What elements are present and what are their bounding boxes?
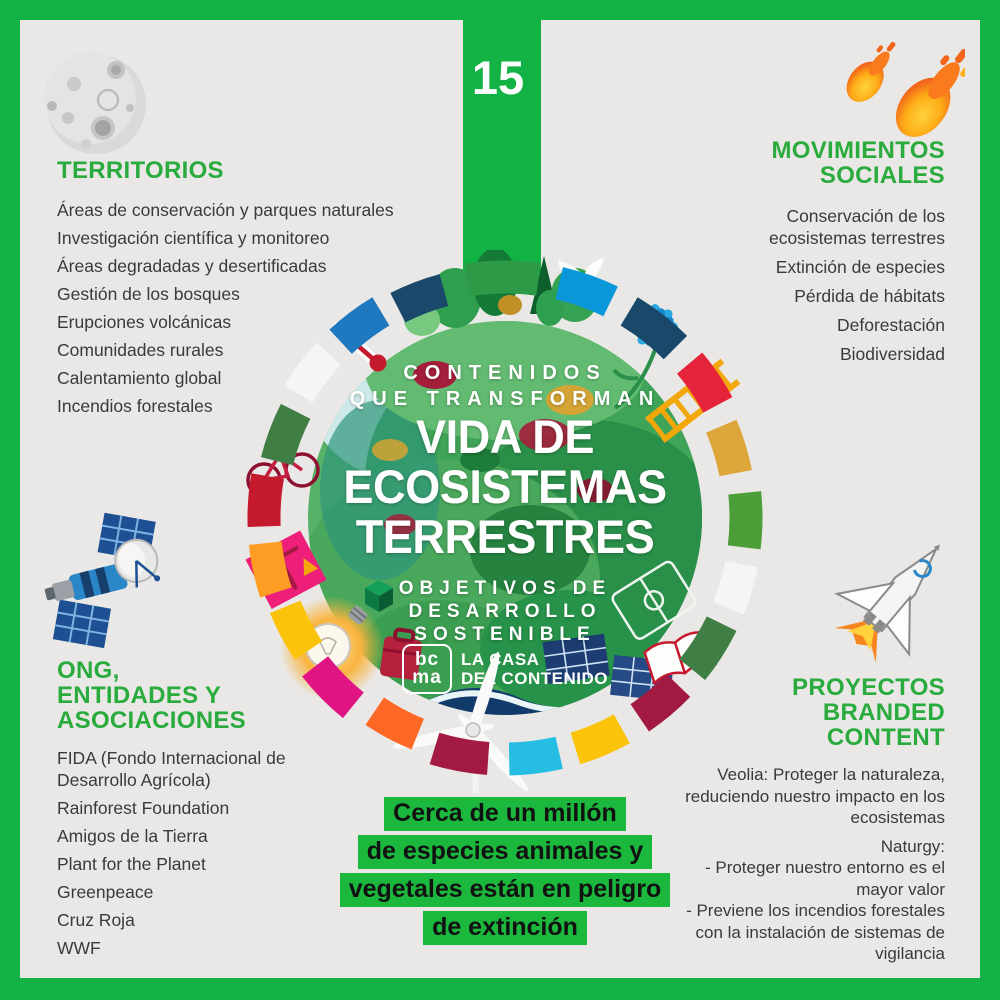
- list-item: Comunidades rurales: [57, 340, 224, 360]
- section-title-movimientos: MOVIMIENTOS SOCIALES: [771, 137, 945, 189]
- list-item: Áreas de conservación y parques naturales: [57, 200, 394, 220]
- ong-list: [57, 747, 297, 965]
- paragraph: - Proteger nuestro entorno es el mayor valor: [704, 858, 945, 899]
- shuttle-icon: [830, 528, 970, 678]
- subtitle-text: OBJETIVOS DE DESARROLLO SOSTENIBLE: [398, 578, 612, 645]
- moon-icon: [38, 48, 158, 163]
- list-item: Extinción de especies: [775, 257, 945, 277]
- satellite-icon: [30, 505, 180, 655]
- list-item: Deforestación: [837, 315, 945, 335]
- sdg-ring-segment: [744, 493, 746, 548]
- paragraph: - Previene los incendios forestales con la instalación de sistemas de vigilancia: [686, 901, 945, 963]
- paragraph: Naturgy:: [880, 836, 945, 856]
- list-item: Rainforest Foundation: [57, 798, 230, 818]
- list-item: Gestión de los bosques: [57, 284, 240, 304]
- list-item: Conservación de los ecosistemas terrestres: [768, 206, 945, 248]
- sdg-ring-segment: [575, 729, 621, 749]
- sdg-ring-segment: [509, 753, 559, 759]
- sdg-ring-segment: [264, 476, 268, 526]
- list-item: Pérdida de hábitats: [794, 286, 945, 306]
- fact-line: de extinción: [423, 911, 587, 945]
- movimientos-list: [705, 205, 945, 372]
- list-item: Calentamiento global: [57, 368, 222, 388]
- sdg-ring-segment: [285, 607, 308, 651]
- kicker-text: CONTENIDOS QUE TRANSFORMAN: [349, 362, 661, 410]
- list-item: Investigación científica y monitoreo: [57, 228, 330, 248]
- fact-line: Cerca de un millón: [384, 797, 626, 831]
- list-item: Plant for the Planet: [57, 854, 206, 874]
- list-item: Áreas degradadas y desertificadas: [57, 256, 327, 276]
- brand-logo-icon: bc ma: [402, 644, 452, 694]
- list-item: Greenpeace: [57, 882, 154, 902]
- list-item: WWF: [57, 938, 101, 958]
- list-item: Erupciones volcánicas: [57, 312, 232, 332]
- sdg-ring-segment: [692, 624, 721, 670]
- list-item: Biodiversidad: [839, 344, 945, 364]
- section-title-territorios: TERRITORIOS: [57, 157, 224, 184]
- sdg-green-band: [463, 0, 541, 276]
- comets-icon: [830, 30, 965, 145]
- section-title-proyectos: PROYECTOS BRANDED CONTENT: [792, 674, 945, 751]
- fact-highlight: [320, 795, 690, 947]
- sdg-ring-segment: [467, 277, 538, 280]
- main-title: VIDA DE ECOSISTEMAS TERRESTRES: [343, 410, 667, 563]
- fact-line: vegetales están en peligro: [340, 873, 671, 907]
- list-item: Incendios forestales: [57, 396, 213, 416]
- brand-logo-name: LA CASA DEL CONTENIDO: [461, 650, 608, 688]
- paragraph: Veolia: Proteger la naturaleza, reduciendo nuestro impacto en los ecosistemas: [685, 765, 945, 827]
- brand-logo: [340, 644, 670, 694]
- list-item: FIDA (Fondo Internacional de Desarrollo Agrícola): [57, 748, 286, 790]
- sdg-ring-segment: [265, 543, 275, 592]
- section-title-ong: ONG, ENTIDADES Y ASOCIACIONES: [57, 657, 246, 734]
- proyectos-text: [675, 764, 945, 965]
- sdg-number: 15: [471, 51, 525, 104]
- list-item: Amigos de la Tierra: [57, 826, 208, 846]
- sdg-ring-segment: [721, 426, 735, 473]
- sdg-ring-segment: [375, 711, 418, 734]
- sdg-ring-segment: [559, 283, 610, 301]
- sdg-ring-segment: [435, 748, 489, 758]
- list-item: Cruz Roja: [57, 910, 135, 930]
- sdg-ring-segment: [728, 564, 741, 608]
- fact-line: de especies animales y: [358, 835, 653, 869]
